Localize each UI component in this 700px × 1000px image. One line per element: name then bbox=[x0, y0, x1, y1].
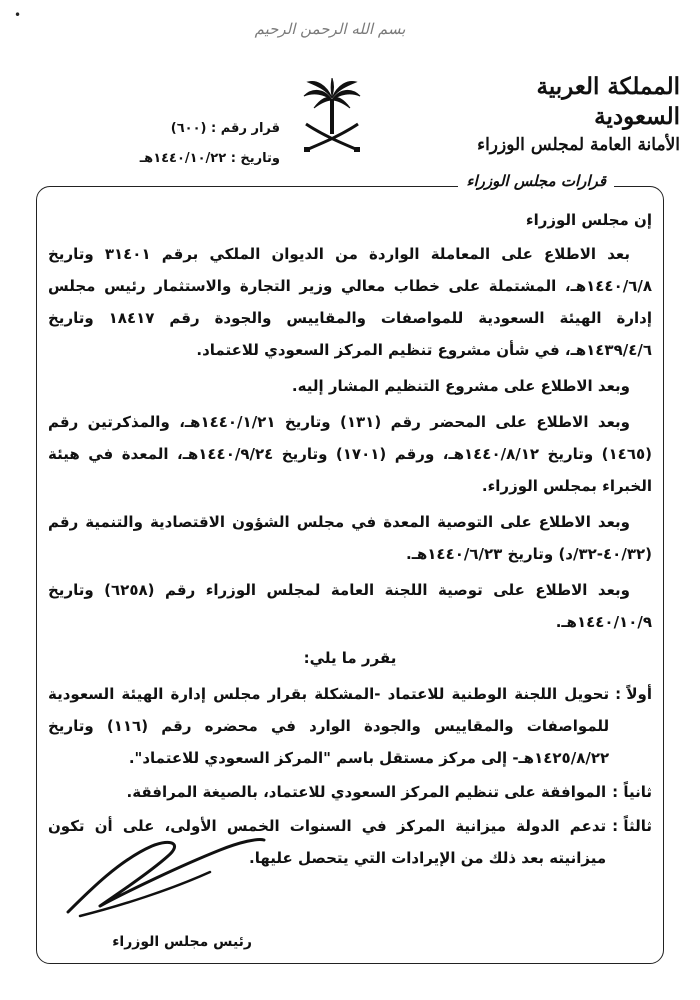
decisions-label: قرارات مجلس الوزراء bbox=[458, 172, 614, 190]
basmala: بسم الله الرحمن الرحيم bbox=[254, 20, 406, 38]
decided-heading: يقرر ما يلي: bbox=[303, 649, 397, 667]
opening-line: إن مجلس الوزراء bbox=[525, 211, 652, 229]
signer-title: رئيس مجلس الوزراء bbox=[112, 934, 252, 950]
item-number: أولاً : bbox=[615, 685, 652, 703]
decision-item bbox=[48, 776, 652, 808]
decision-body bbox=[48, 204, 652, 876]
saudi-emblem-icon bbox=[300, 78, 364, 156]
preamble-paragraph: وبعد الاطلاع على المحضر رقم (١٣١) وتاريخ ١٤٤٠/١/٢١هـ، والمذكرتين رقم (١٤٦٥) وتاريخ ١٤٤٠/٨/١٢هـ، ورقم (١٧٠١) وتاريخ ١٤٤٠/٩/٢٤هـ، المعدة في هيئة الخبراء بمجلس الوزراء. bbox=[48, 413, 652, 495]
decision-item bbox=[48, 678, 652, 774]
item-number: ثانياً : bbox=[612, 783, 652, 801]
item-text: تحويل اللجنة الوطنية للاعتماد -المشكلة بقرار مجلس إدارة الهيئة السعودية للمواصفات والمقاييس والجودة الوارد في محضره رقم (١١٦) وتاريخ ١٤٢٥/٨/٢٢هـ- إلى مركز مستقل باسم "المركز السعودي للاعتماد". bbox=[48, 685, 610, 767]
item-text: تدعم الدولة ميزانية المركز في السنوات الخمس الأولى، على أن تكون ميزانيته بعد ذلك من الإيرادات التي يتحصل عليها. bbox=[48, 817, 607, 867]
item-number: ثالثاً : bbox=[612, 817, 652, 835]
handwritten-signature bbox=[60, 820, 270, 930]
top-mark: • bbox=[14, 8, 22, 22]
secretariat-title: الأمانة العامة لمجلس الوزراء bbox=[477, 135, 680, 155]
preamble-paragraph: وبعد الاطلاع على مشروع التنظيم المشار إليه. bbox=[291, 377, 630, 395]
letterhead-title-block bbox=[450, 72, 680, 158]
decision-date: وتاريخ : ١٤٤٠/١٠/٢٢هـ bbox=[139, 151, 280, 166]
preamble-paragraph: بعد الاطلاع على المعاملة الواردة من الديوان الملكي برقم ٣١٤٠١ وتاريخ ١٤٤٠/٦/٨هـ، المشتملة على خطاب معالي وزير التجارة والاستثمار رئيس مجلس إدارة الهيئة السعودية للمواصفات والمقاييس والجودة رقم ١٨٤١٧ وتاريخ ١٤٣٩/٤/٦هـ، في شأن مشروع تنظيم المركز السعودي للاعتماد. bbox=[48, 245, 652, 359]
preamble-paragraph: وبعد الاطلاع على التوصية المعدة في مجلس الشؤون الاقتصادية والتنمية رقم (٤٠/٣٢-٣٢/د) وتاريخ ١٤٤٠/٦/٢٣هـ. bbox=[48, 513, 652, 563]
decision-number: قرار رقم : (٦٠٠) bbox=[170, 121, 280, 136]
item-text: الموافقة على تنظيم المركز السعودي للاعتماد، بالصيغة المرافقة. bbox=[126, 783, 607, 801]
preamble-paragraph: وبعد الاطلاع على توصية اللجنة العامة لمجلس الوزراء رقم (٦٢٥٨) وتاريخ ١٤٤٠/١٠/٩هـ. bbox=[48, 581, 652, 631]
decision-meta bbox=[60, 114, 280, 174]
kingdom-title: المملكة العربية السعودية bbox=[536, 73, 680, 130]
